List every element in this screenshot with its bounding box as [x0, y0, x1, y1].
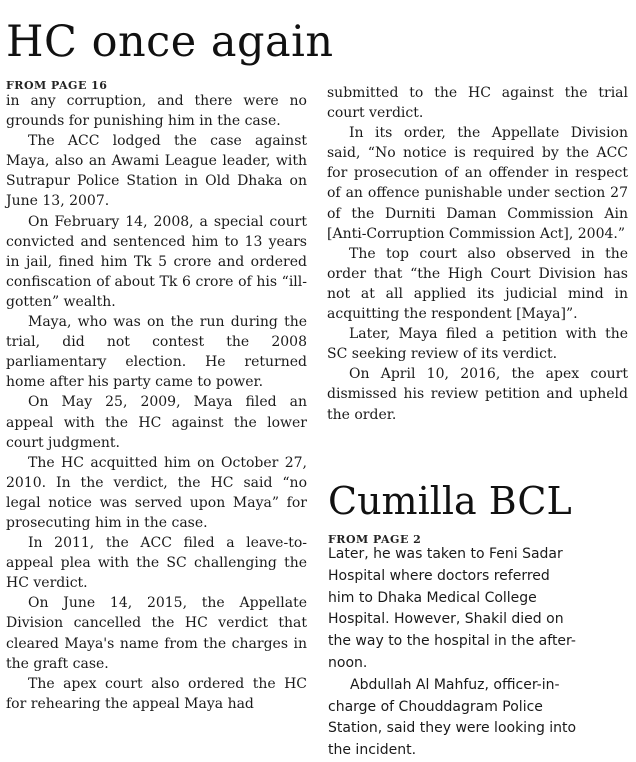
paragraph: In its order, the Appellate Division said, “No notice is required by the ACC for prosecution of an offender in respect of an offence punishable under section 27 of the Durniti Daman Commission Ain [Anti-Corruption Commission Act], 2004.” [327, 125, 628, 242]
paragraph [328, 675, 632, 762]
paragraph: On April 10, 2016, the apex court dismissed his review petition and upheld the order. [327, 366, 628, 423]
text-line: the way to the hospital in the after- [328, 633, 576, 650]
paragraph: The HC acquitted him on October 27, 2010. In the verdict, the HC said “no legal notice was served upon Maya” for prosecuting him in the case. [6, 454, 307, 531]
paragraph: in any corruption, and there were no grounds for punishing him in the case. [6, 93, 307, 130]
article1-column-1 [6, 91, 307, 714]
headline-cumilla-bcl: Cumilla BCL [328, 479, 572, 523]
paragraph: The ACC lodged the case against Maya, also an Awami League leader, with Sutrapur Police Station in Old Dhaka on June 13, 2007. [6, 133, 307, 210]
jump-line-article1: FROM PAGE 16 [6, 79, 108, 92]
text-line: the incident. [328, 742, 417, 759]
text-line: Hospital where doctors referred [328, 567, 550, 584]
jump-line-article2: FROM PAGE 2 [328, 533, 422, 546]
text-line: Abdullah Al Mahfuz, officer-in- [350, 676, 560, 693]
paragraph: Later, Maya filed a petition with the SC seeking review of its verdict. [327, 326, 628, 363]
paragraph: In 2011, the ACC filed a leave-to-appeal plea with the SC challenging the HC verdict. [6, 535, 307, 592]
text-line: Hospital. However, Shakil died on [328, 611, 564, 628]
paragraph: Maya, who was on the run during the trial, did not contest the 2008 parliamentary election. He returned home after his party came to power. [6, 314, 307, 391]
text-line: Station, said they were looking into [328, 720, 577, 737]
article2-body [328, 544, 632, 762]
text-line: noon. [328, 654, 368, 671]
paragraph: The apex court also ordered the HC for rehearing the appeal Maya had [6, 675, 307, 712]
paragraph: The top court also observed in the order that “the High Court Division has not at all applied its judicial mind in acquitting the respondent [Maya]”. [327, 245, 628, 323]
paragraph: On June 14, 2015, the Appellate Division cancelled the HC verdict that cleared Maya's name from the charges in the graft case. [6, 595, 307, 672]
text-line: Later, he was taken to Feni Sadar [328, 546, 563, 562]
text-line: him to Dhaka Medical College [328, 589, 537, 606]
paragraph: submitted to the HC against the trial court verdict. [327, 85, 628, 122]
paragraph: On February 14, 2008, a special court convicted and sentenced him to 13 years in jail, fined him Tk 5 crore and ordered confiscation of about Tk 6 crore of his “ill-gotten” wealth. [6, 213, 307, 310]
paragraph: On May 25, 2009, Maya filed an appeal with the HC against the lower court judgment. [6, 394, 307, 451]
text-line: charge of Chouddagram Police [328, 698, 543, 715]
article1-column-2 [327, 83, 628, 425]
headline-hc-once-again: HC once again [6, 17, 334, 67]
paragraph [328, 544, 632, 675]
